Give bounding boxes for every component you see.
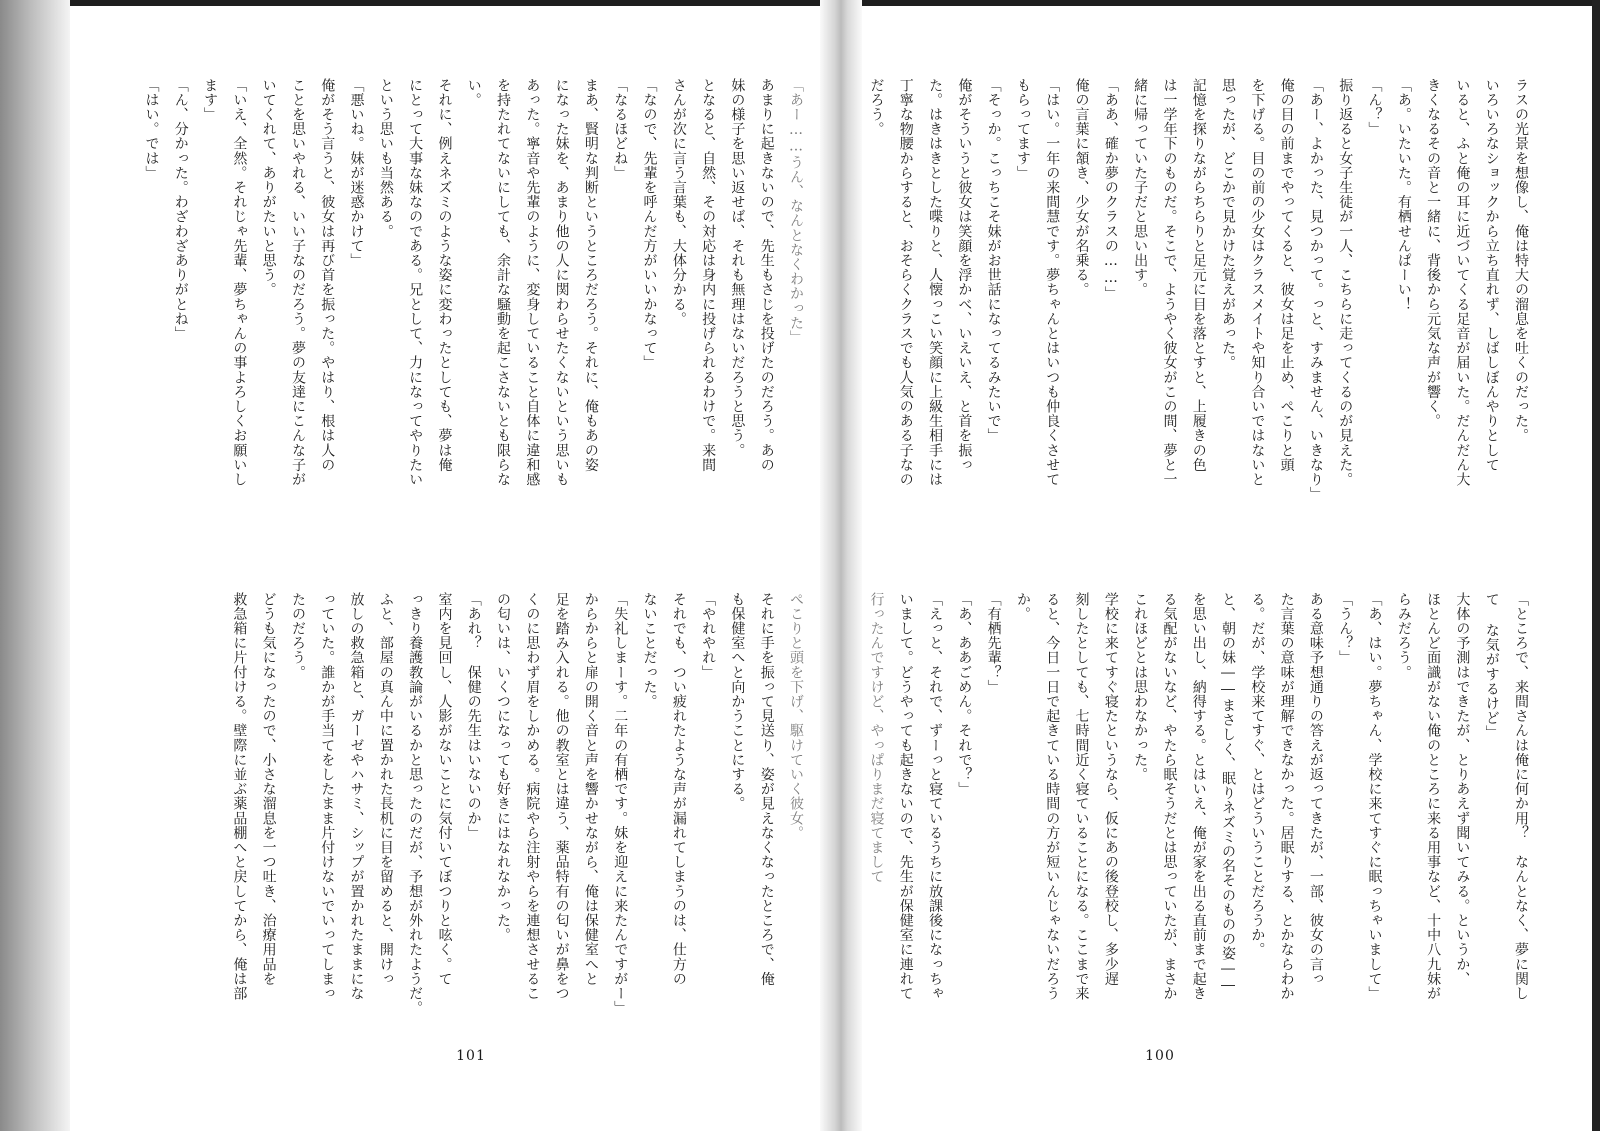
text-line: さんが次に言う言葉も、大体分かる。 (670, 78, 687, 327)
text-line: 「いえ、全然。それじゃ先輩、夢ちゃんの事よろしくお願いし (231, 78, 248, 487)
text-line: 「あ、ああごめん。それで？」 (956, 592, 973, 797)
text-line: 「なるほどね」 (612, 78, 629, 181)
text-line: か。 (1014, 592, 1031, 622)
text-line: ぺこりと頭を下げ、駆けていく彼女。 (788, 592, 804, 841)
text-line: 「あれ？ 保健の先生はいないのか」 (465, 592, 482, 841)
text-line: 「有栖先輩？」 (985, 592, 1002, 695)
text-line: いろいろなショックから立ち直れず、しばしぼんやりとして (1483, 78, 1500, 473)
page-101 (70, 0, 820, 1131)
text-line: は一学年下のものだ。そこで、ようやく彼女がこの間、夢と一 (1161, 78, 1178, 487)
text-line: ラスの光景を想像し、俺は特大の溜息を吐くのだった。 (1513, 78, 1529, 443)
book-gutter (820, 0, 862, 1131)
text-line: となると、自然、その対応は身内に投げられるわけで。来間 (700, 78, 717, 473)
text-line: という思いも当然ある。 (377, 78, 394, 239)
text-line: ないことだった。 (641, 592, 658, 709)
text-line: らみだろう。 (1395, 592, 1412, 680)
text-line: ふと、部屋の真ん中に置かれた長机に目を留めると、開けっ (377, 592, 394, 987)
text-line: 学校に来てすぐ寝たというなら、仮にあの後登校し、多少遅 (1102, 592, 1119, 987)
text-line: からからと扉の開く音と声を響かせながら、俺は保健室へと (582, 592, 599, 987)
text-line: 「えっと、それで、ずーっと寝ているうちに放課後になっちゃ (927, 592, 944, 1001)
text-line: それでも、つい疲れたような声が漏れてしまうのは、仕方の (670, 592, 687, 987)
text-line: ると、今日一日で起きている時間の方が短いんじゃないだろう (1044, 592, 1061, 1001)
text-line: 「やれやれ」 (700, 592, 717, 680)
text-line: 「あ、はい。夢ちゃん、学校に来てすぐに眠っちゃいまして」 (1366, 592, 1383, 1001)
page-number: 100 (1145, 1048, 1175, 1064)
text-line: 放しの救急箱と、ガーゼやハサミ、シップが置かれたままにな (348, 592, 365, 1001)
text-line: もらってます」 (1014, 78, 1031, 181)
text-line: を下げる。目の前の少女はクラスメイトや知り合いではないと (1249, 78, 1266, 487)
text-line: 俺の目の前までやってくると、彼女は足を止め、ぺこりと頭 (1278, 78, 1295, 473)
text-line: 俺がそう言うと、彼女は再び首を振った。やはり、根は人の (319, 78, 336, 473)
scan-right-edge (1592, 0, 1600, 1131)
page-100-lower-text (862, 592, 1535, 1038)
text-line: それに、例えネズミのような姿に変わったとしても、夢は俺 (436, 78, 453, 473)
text-line: を持たれてないにしても、余計な騒動を起こさないとも限らな (495, 78, 512, 487)
text-line: も保健室へと向かうことにする。 (729, 592, 746, 811)
text-line: 「なので、先輩を呼んだ方がいいかなって」 (641, 78, 658, 370)
text-line: になった妹を、あまり他の人に関わらせたくないという思いも (553, 78, 570, 487)
text-line: 救急箱に片付ける。壁際に並ぶ薬品棚へと戻してから、俺は部 (231, 592, 248, 1001)
text-line: る。だが、学校来てすぐ、とはどういうことだろうか。 (1249, 592, 1266, 957)
text-line: くのに思わず眉をしかめる。病院やら注射やらを連想させるこ (524, 592, 541, 1001)
text-line: いると、ふと俺の耳に近づいてくる足音が届いた。だんだん大 (1454, 78, 1471, 487)
text-line: ます」 (202, 78, 219, 122)
text-line: 俺の言葉に頷き、少女が名乗る。 (1073, 78, 1090, 297)
text-line: 「悪いね。妹が迷惑かけて」 (348, 78, 365, 268)
text-line: 「失礼しまーす。二年の有栖です。妹を迎えに来たんですがー」 (612, 592, 629, 1016)
text-line: たのだろう。 (289, 592, 306, 680)
text-line: っていた。誰かが手当てをしたまま片付けないでいってしまっ (319, 592, 336, 1001)
text-line: っきり養護教論がいるかと思ったのだが、予想が外れたようだ。 (407, 592, 424, 1016)
page-number: 101 (456, 1048, 486, 1064)
text-line: それに手を振って見送り、姿が見えなくなったところで、俺 (758, 592, 775, 987)
text-line: 俺がそういうと彼女は笑顔を浮かべ、いえいえ、と首を振っ (956, 78, 973, 473)
text-line: あまりに起きないので、先生もさじを投げたのだろう。あの (758, 78, 775, 473)
text-line: 妹の様子を思い返せば、それも無理はないだろうと思う。 (729, 78, 746, 458)
text-line: いまして。どうやっても起きないので、先生が保健室に連れて (897, 592, 914, 1001)
text-line: いてくれて、ありがたいと思う。 (260, 78, 277, 297)
text-line: 大体の予測はできたが、とりあえず聞いてみる。というか、 (1454, 592, 1471, 987)
text-line: た言葉の意味が理解できなかった。居眠りする、とかならわか (1278, 592, 1295, 1001)
text-line: 「はい。一年の来間慧です。夢ちゃんとはいつも仲良くさせて (1044, 78, 1061, 487)
text-line: にとって大事な妹なのである。兄として、力になってやりたい (407, 78, 424, 487)
text-line: 「あー……うん、なんとなくわかった」 (788, 78, 804, 345)
scan-left-shadow (0, 0, 70, 1131)
text-line: と、朝の妹――まさしく、眠りネズミの名そのものの姿―― (1220, 592, 1237, 995)
text-line: ことを思いやれる、いい子なのだろう。夢の友達にこんな子が (289, 78, 306, 487)
text-line: 丁寧な物腰からすると、おそらくクラスでも人気のある子なの (897, 78, 914, 487)
text-line: 足を踏み入れる。他の教室とは違う、薬品特有の匂いが鼻をつ (553, 592, 570, 1001)
text-line: 室内を見回し、人影がないことに気付いてぼつりと呟く。て (436, 592, 453, 987)
text-line: まあ、賢明な判断というところだろう。それに、俺もあの姿 (582, 78, 599, 473)
text-line: どうも気になったので、小さな溜息を一つ吐き、治療用品を (260, 592, 277, 987)
text-line: 「ん？」 (1366, 78, 1383, 137)
text-line: て な気がするけど」 (1483, 592, 1500, 740)
text-line: これほどとは思わなかった。 (1132, 592, 1149, 782)
text-line: 「ところで、来間さんは俺に何か用？ なんとなく、夢に関し (1513, 592, 1529, 1001)
text-line: 行ったんですけど、やっぱりまだ寝てまして (868, 592, 885, 884)
text-line: だろう。 (868, 78, 885, 137)
text-line: を思い出し、納得する。とはいえ、俺が家を出る直前まで起き (1190, 592, 1207, 1001)
text-line: ある意味予想通りの答えが返ってきたが、一部、彼女の言っ (1307, 592, 1324, 987)
text-line: ほとんど面識がない俺のところに来る用事など、十中八九妹が (1425, 592, 1442, 1001)
text-line: 振り返ると女子生徒が一人、こちらに走ってくるのが見えた。 (1337, 78, 1354, 487)
text-line: 「そっか。こっちこそ妹がお世話になってるみたいで」 (985, 78, 1002, 443)
text-line: る気配がないなど、やたら眠そうだとは思っていたが、まさか (1161, 592, 1178, 1001)
text-line: 「はい。では」 (143, 78, 160, 181)
text-line: 緒に帰っていた子だと思い出す。 (1132, 78, 1149, 297)
text-line: 刻したとしても、七時間近く寝ていることになる。ここまで来 (1073, 592, 1090, 1001)
text-line: 思ったが、どこかで見かけた覚えがあった。 (1220, 78, 1237, 370)
text-line: 「あ。いたいた。有栖せんぱーい！ (1395, 78, 1412, 312)
page-100 (862, 0, 1592, 1131)
page-101-lower-text (178, 592, 810, 1038)
text-line: 「あー、よかった、見つかって。っと、すみません、いきなり」 (1307, 78, 1324, 502)
text-line: の匂いは、いくつになっても好きにはなれなかった。 (495, 592, 512, 943)
page-101-upper-text (143, 78, 810, 554)
text-line: 「ん、分かった。わざわざありがとね」 (172, 78, 189, 341)
text-line: 記憶を探りながらちらりと足元に目を落とすと、上履きの色 (1190, 78, 1207, 473)
text-line: きくなるその音と一緒に、背後から元気な声が響く。 (1425, 78, 1442, 429)
text-line: 「うん？」 (1337, 592, 1354, 665)
text-line: あった。寧音や先輩のように、変身していること自体に違和感 (524, 78, 541, 487)
text-line: 「ああ、確か夢のクラスの……」 (1102, 78, 1119, 301)
text-line: い。 (465, 78, 482, 108)
text-line: た。はきはきとした喋りと、人懐っこい笑顔に上級生相手には (927, 78, 944, 487)
page-100-upper-text (862, 78, 1535, 554)
